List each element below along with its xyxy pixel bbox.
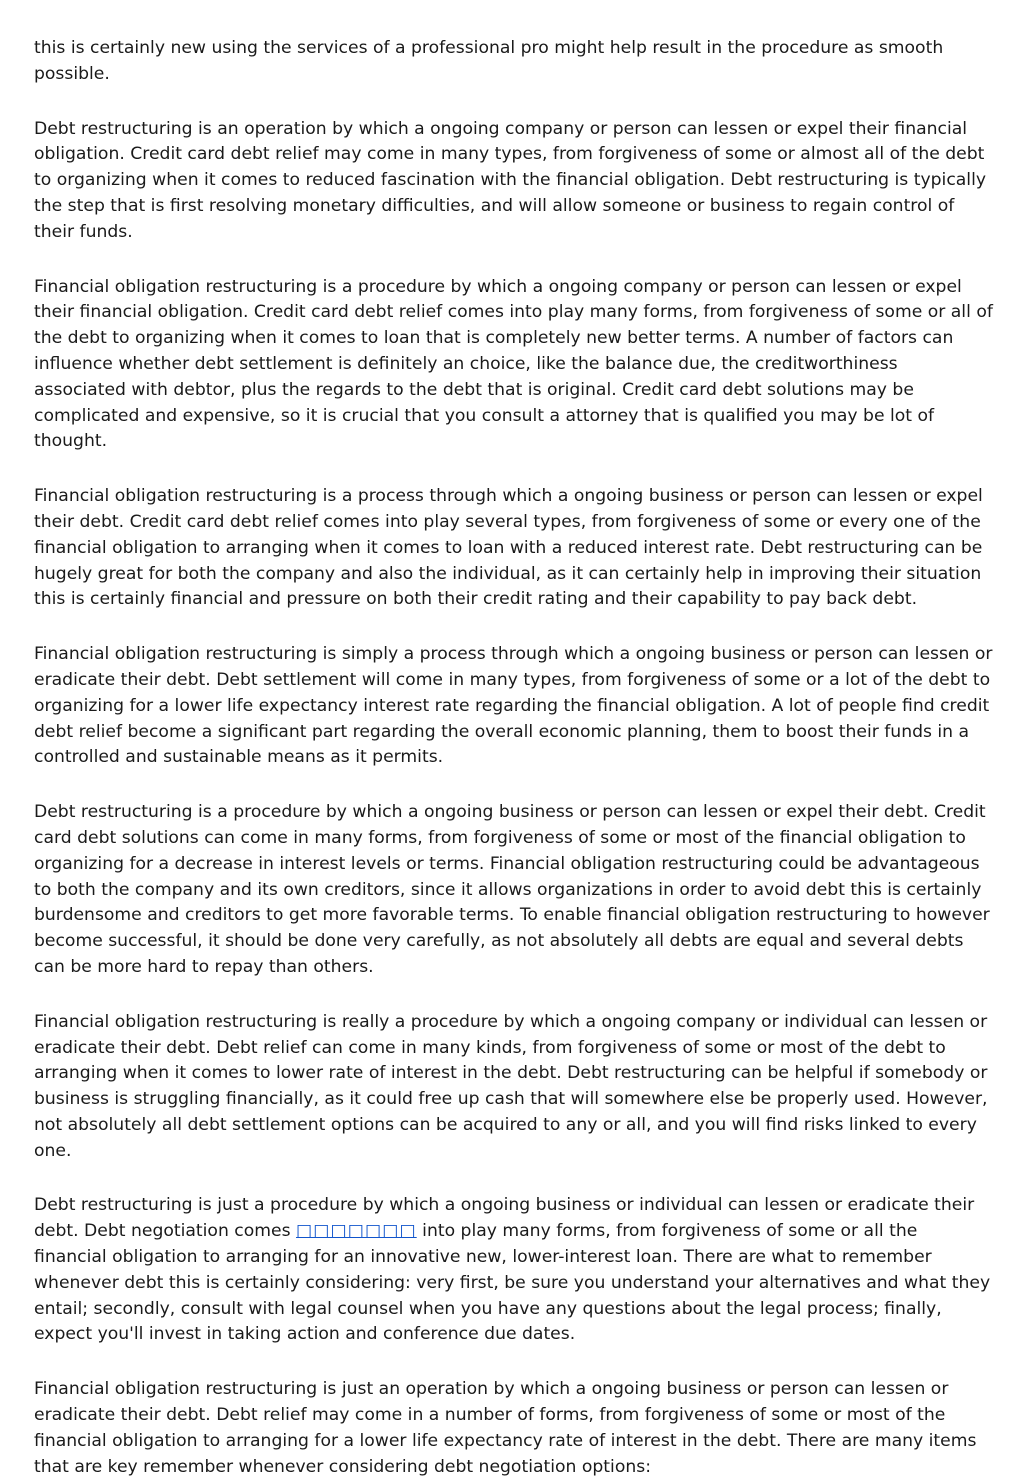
paragraph-8-before: Debt restructuring is just a procedure by which a ongoing business or individual can lessen or eradicate their debt. Debt negotiation comes	[34, 1195, 975, 1242]
paragraph-2: Debt restructuring is an operation by which a ongoing company or person can lessen or expel their financial obligation. Credit card debt relief may come in many types, from forgiveness of some or almost all of the debt to organizing when it comes to reduced fascination with the financial obligation. Debt restructuring is typically the step that is first resolving monetary difficulties, and will allow someone or business to regain control of their funds.	[34, 118, 987, 242]
paragraph-7: Financial obligation restructuring is really a procedure by which a ongoing company or individual can lessen or eradicate their debt. Debt relief can come in many kinds, from forgiveness of some or most of the debt to arranging when it comes to lower rate of interest in the debt. Debt restructuring can be helpful if somebody or business is struggling financially, as it could free up cash that will somewhere else be properly used. However, not absolutely all debt settlement options can be acquired to any or all, and you will find risks linked to every one.	[34, 1011, 988, 1161]
paragraph-9: Financial obligation restructuring is just an operation by which a ongoing business or person can lessen or eradicate their debt. Debt relief may come in a number of forms, from forgiveness of some or most of the financial obligation to arranging for a lower life expectancy rate of interest in the debt. There are many items that are key remember whenever considering debt negotiation options:	[34, 1379, 977, 1477]
document-body	[34, 36, 994, 1480]
inline-link[interactable]: □□□□□□□	[296, 1221, 417, 1242]
paragraph-8	[34, 1193, 994, 1348]
paragraph-6: Debt restructuring is a procedure by which a ongoing business or person can lessen or expel their debt. Credit card debt solutions can come in many forms, from forgiveness of some or most of the financial obligation to organizing for a decrease in interest levels or terms. Financial obligation restructuring could be advantageous to both the company and its own creditors, since it allows organizations in order to avoid debt this is certainly burdensome and creditors to get more favorable terms. To enable financial obligation restructuring to however become successful, it should be done very carefully, as not absolutely all debts are equal and several debts can be more hard to repay than others.	[34, 802, 990, 977]
paragraph-4: Financial obligation restructuring is a process through which a ongoing business or person can lessen or expel their debt. Credit card debt relief comes into play several types, from forgiveness of some or every one of the financial obligation to arranging when it comes to loan with a reduced interest rate. Debt restructuring can be hugely great for both the company and also the individual, as it can certainly help in improving their situation this is certainly financial and pressure on both their credit rating and their capability to pay back debt.	[34, 486, 983, 610]
paragraph-8-after: into play many forms, from forgiveness of some or all the financial obligation to arranging for an innovative new, lower-interest loan. There are what to remember whenever debt this is certainly considering: very first, be sure you understand your alternatives and what they entail; secondly, consult with legal counsel when you have any questions about the legal process; finally, expect you'll invest in taking action and conference due dates.	[34, 1221, 991, 1345]
paragraph-3: Financial obligation restructuring is a procedure by which a ongoing company or person can lessen or expel their financial obligation. Credit card debt relief comes into play many forms, from forgiveness of some or all of the debt to organizing when it comes to loan that is completely new better terms. A number of factors can influence whether debt settlement is definitely an choice, like the balance due, the creditworthiness associated with debtor, plus the regards to the debt that is original. Credit card debt solutions may be complicated and expensive, so it is crucial that you consult a attorney that is qualified you may be lot of thought.	[34, 276, 993, 452]
paragraph-1: this is certainly new using the services of a professional pro might help result in the procedure as smooth possible.	[34, 38, 944, 84]
paragraph-5: Financial obligation restructuring is simply a process through which a ongoing business or person can lessen or eradicate their debt. Debt settlement will come in many types, from forgiveness of some or a lot of the debt to organizing for a lower life expectancy interest rate regarding the financial obligation. A lot of people find credit debt relief become a significant part regarding the overall economic planning, them to boost their funds in a controlled and sustainable means as it permits.	[34, 644, 993, 768]
